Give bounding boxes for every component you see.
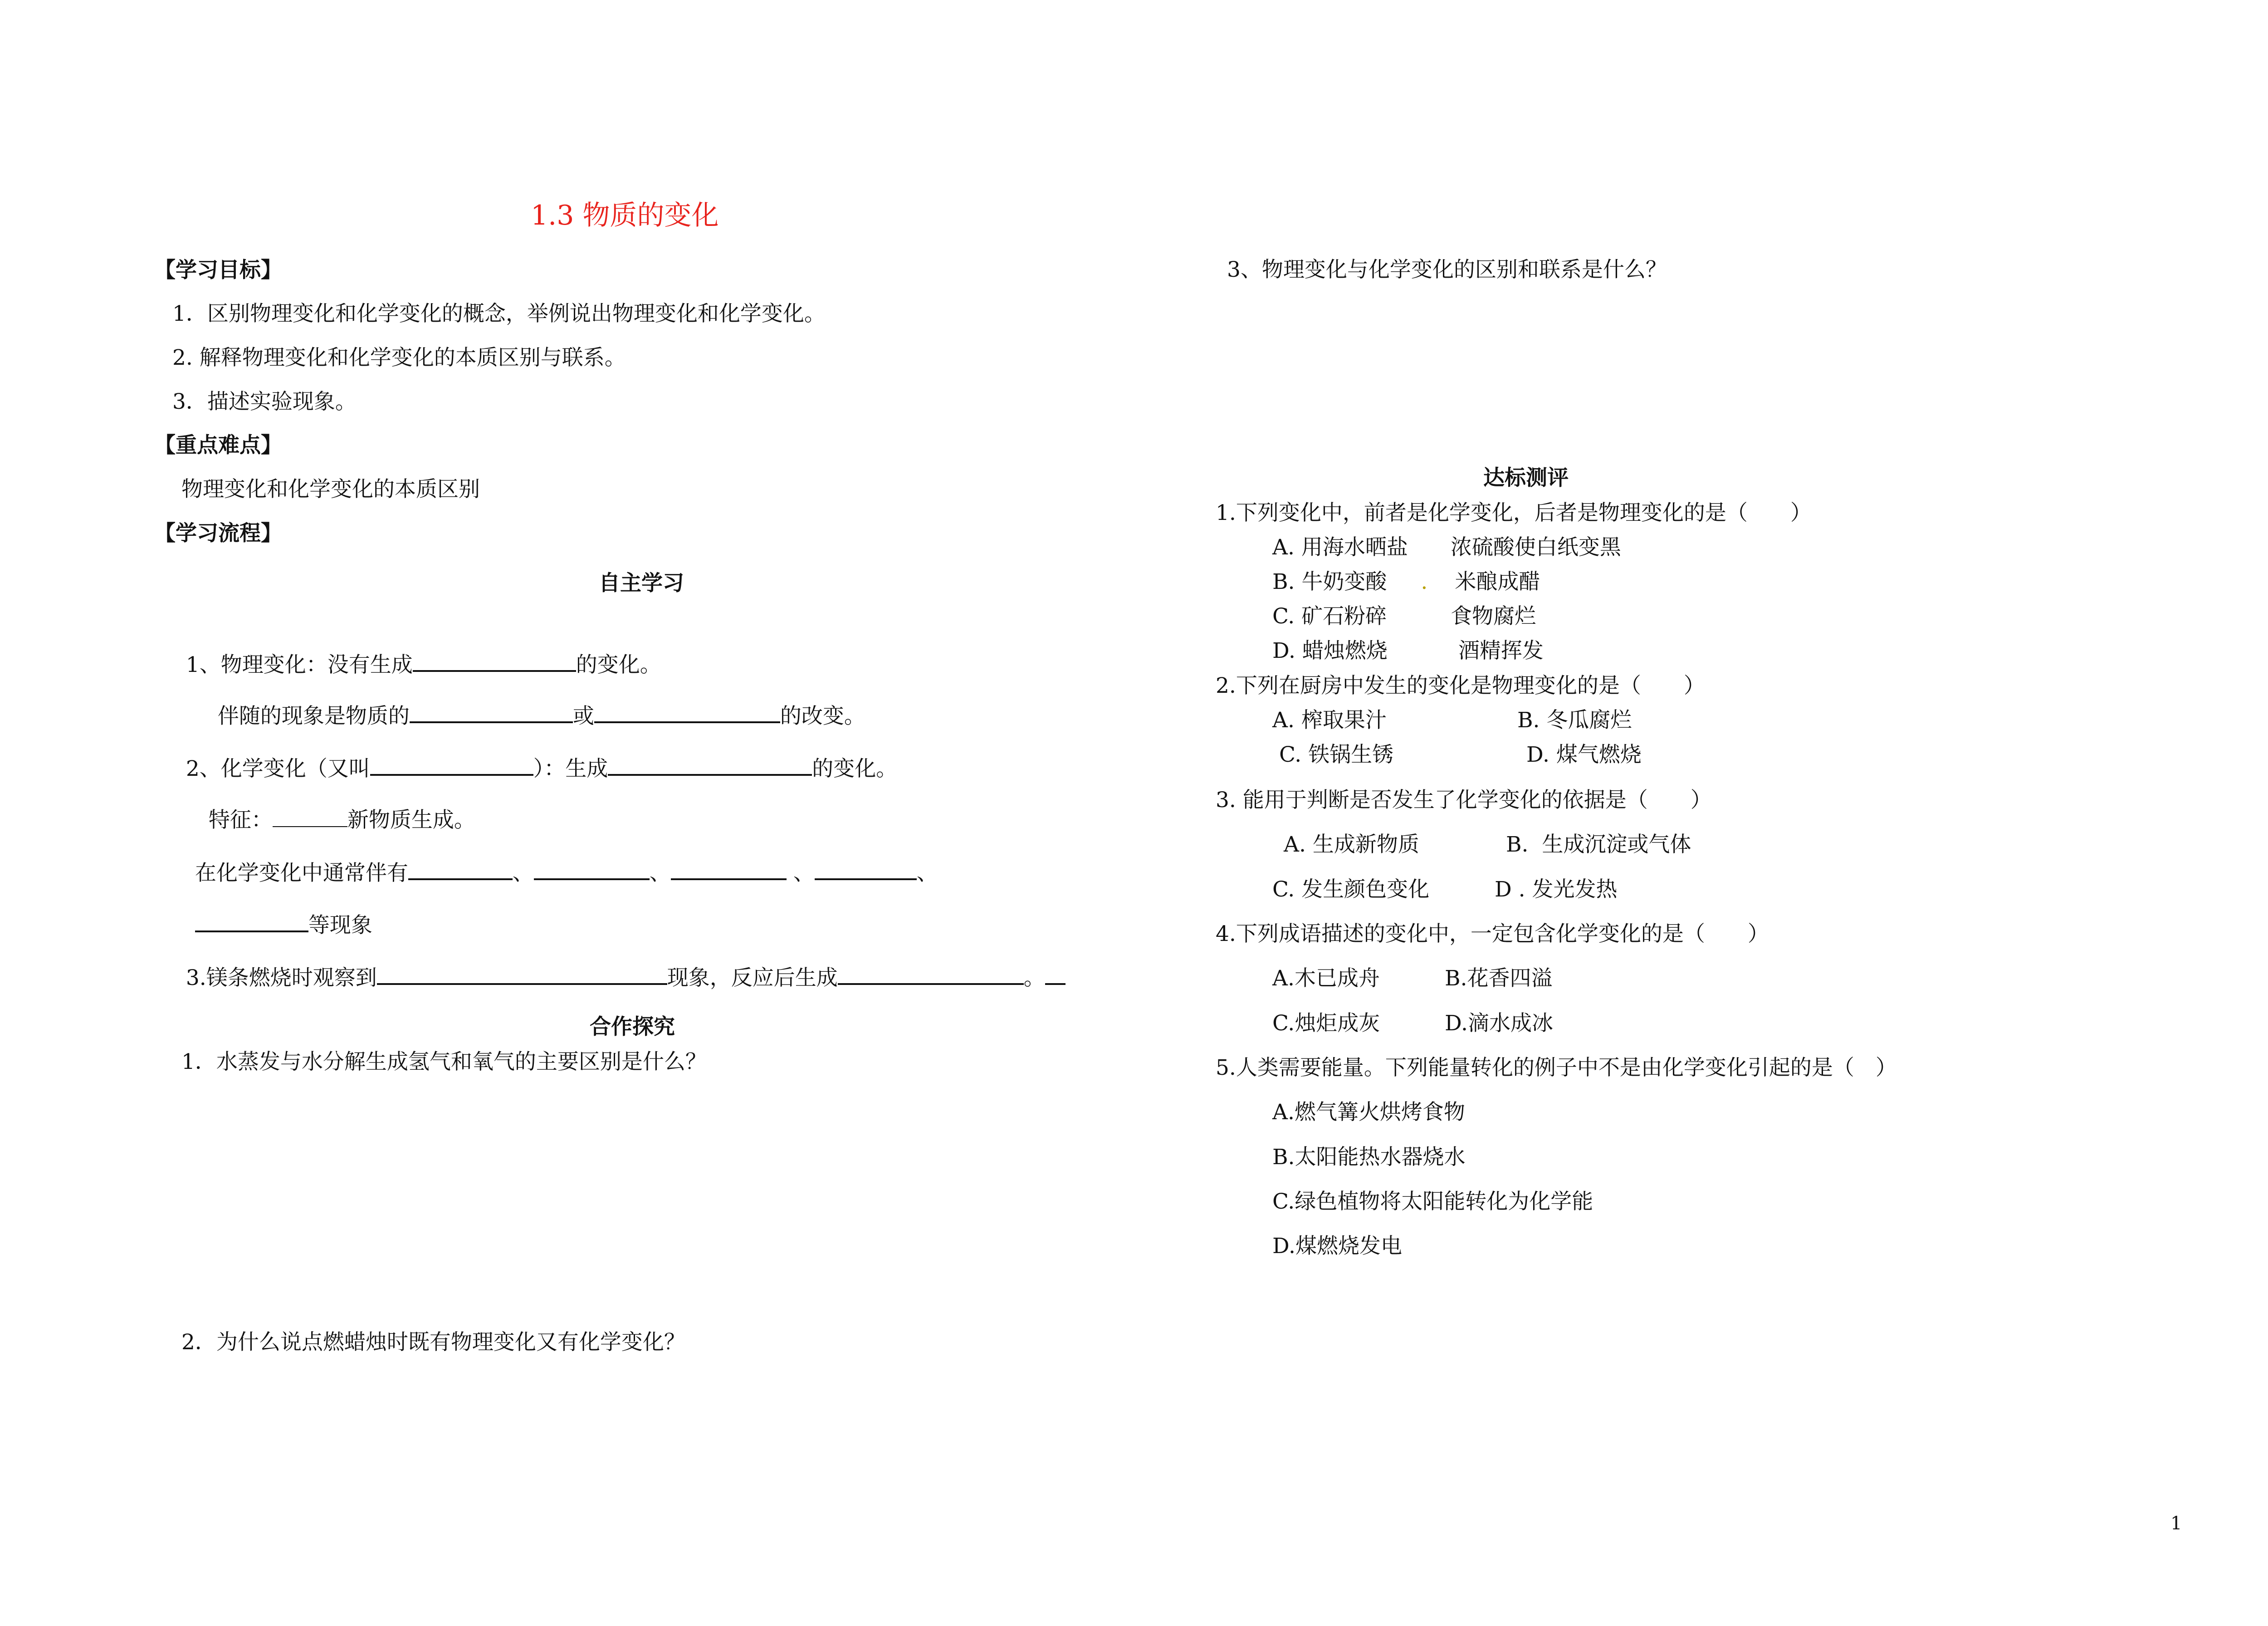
physical-change-line: 1、物理变化：没有生成 的变化。 [172, 627, 661, 676]
test-q3-option-d: D . 发光发热 [1495, 877, 1618, 902]
accompany-line: 伴随的现象是物质的 或 的改变。 [204, 679, 865, 727]
test-q5-option-d: D.煤燃烧发电 [1272, 1234, 1402, 1259]
blank[interactable] [413, 649, 576, 672]
blank [1045, 962, 1066, 985]
blank[interactable] [410, 700, 573, 723]
test-q1-option-d: D. 蜡烛燃烧 酒精挥发 [1272, 638, 1544, 663]
test-q1-option-c: C. 矿石粉碎 食物腐烂 [1272, 604, 1536, 629]
test-q3-option-b: B. 生成沉淀或气体 [1506, 832, 1691, 857]
test-q1: 1.下列变化中，前者是化学变化，后者是物理变化的是（ ） [1216, 500, 1812, 525]
test-q5-option-c: C.绿色植物将太阳能转化为化学能 [1272, 1189, 1593, 1214]
goals-header: 【学习目标】 [154, 258, 282, 283]
goal-1: 1．区别物理变化和化学变化的概念，举例说出物理变化和化学变化。 [172, 301, 826, 326]
test-q3: 3. 能用于判断是否发生了化学变化的依据是（ ） [1216, 788, 1712, 813]
goal-2: 2. 解释物理变化和化学变化的本质区别与联系。 [172, 345, 626, 370]
blank[interactable] [377, 962, 667, 985]
test-q5-option-b: B.太阳能热水器烧水 [1272, 1145, 1466, 1170]
magnesium-line: 3.镁条燃烧时观察到 现象，反应后生成 。 [172, 940, 1066, 989]
test-q5: 5.人类需要能量。下列能量转化的例子中不是由化学变化引起的是（ ） [1216, 1055, 1897, 1080]
test-q2-option-d: D. 煤气燃烧 [1526, 742, 1642, 767]
usual-line: 在化学变化中通常伴有 、 、 、 、 [181, 836, 938, 884]
blank[interactable] [273, 805, 347, 827]
test-q1-option-a: A. 用海水晒盐 浓硫酸使白纸变黑 [1272, 535, 1621, 560]
page-title: 1.3 物质的变化 [531, 200, 719, 231]
self-study-title: 自主学习 [599, 571, 684, 596]
flow-header: 【学习流程】 [154, 521, 282, 546]
test-q4-option-d: D.滴水成冰 [1445, 1011, 1553, 1036]
coop-title: 合作探究 [590, 1014, 675, 1039]
test-q4-option-a: A.木已成舟 [1272, 966, 1380, 991]
feature-line: 特征： 新物质生成。 [195, 784, 475, 831]
blank[interactable] [671, 857, 787, 880]
blank[interactable] [195, 909, 308, 932]
test-q4: 4.下列成语描述的变化中，一定包含化学变化的是（ ） [1216, 921, 1769, 946]
etc-line: 等现象 [181, 888, 372, 936]
test-title: 达标测评 [1483, 465, 1569, 490]
test-q1-option-b: B. 牛奶变酸 . 米酿成醋 [1272, 569, 1540, 594]
test-q2-option-a: A. 榨取果汁 [1272, 708, 1387, 733]
blank[interactable] [370, 753, 533, 776]
key-header: 【重点难点】 [154, 433, 282, 458]
blank[interactable] [594, 700, 780, 723]
page-number: 1 [2170, 1513, 2182, 1534]
blank[interactable] [815, 857, 917, 880]
test-q5-option-a: A.燃气篝火烘烤食物 [1272, 1100, 1465, 1125]
coop-question-2: 2．为什么说点燃蜡烛时既有物理变化又有化学变化？ [181, 1330, 685, 1355]
blank[interactable] [408, 857, 513, 880]
test-q2-option-b: B. 冬瓜腐烂 [1517, 708, 1632, 733]
test-q3-option-a: A. 生成新物质 [1284, 832, 1419, 857]
goal-3: 3．描述实验现象。 [172, 389, 357, 414]
chemical-change-line: 2、化学变化（又叫 ）：生成 的变化。 [172, 731, 897, 779]
blank[interactable] [838, 962, 1024, 985]
test-q4-option-c: C.烛炬成灰 [1272, 1011, 1380, 1036]
question-3: 3、物理变化与化学变化的区别和联系是什么？ [1227, 257, 1667, 282]
test-q2-option-c: C. 铁锅生锈 [1279, 742, 1394, 767]
key-text: 物理变化和化学变化的本质区别 [181, 477, 480, 502]
coop-question-1: 1．水蒸发与水分解生成氢气和氧气的主要区别是什么？ [181, 1049, 707, 1074]
test-q3-option-c: C. 发生颜色变化 [1272, 877, 1430, 902]
test-q4-option-b: B.花香四溢 [1445, 966, 1553, 991]
blank[interactable] [534, 857, 650, 880]
test-q2: 2.下列在厨房中发生的变化是物理变化的是（ ） [1216, 673, 1705, 698]
blank[interactable] [608, 753, 812, 776]
